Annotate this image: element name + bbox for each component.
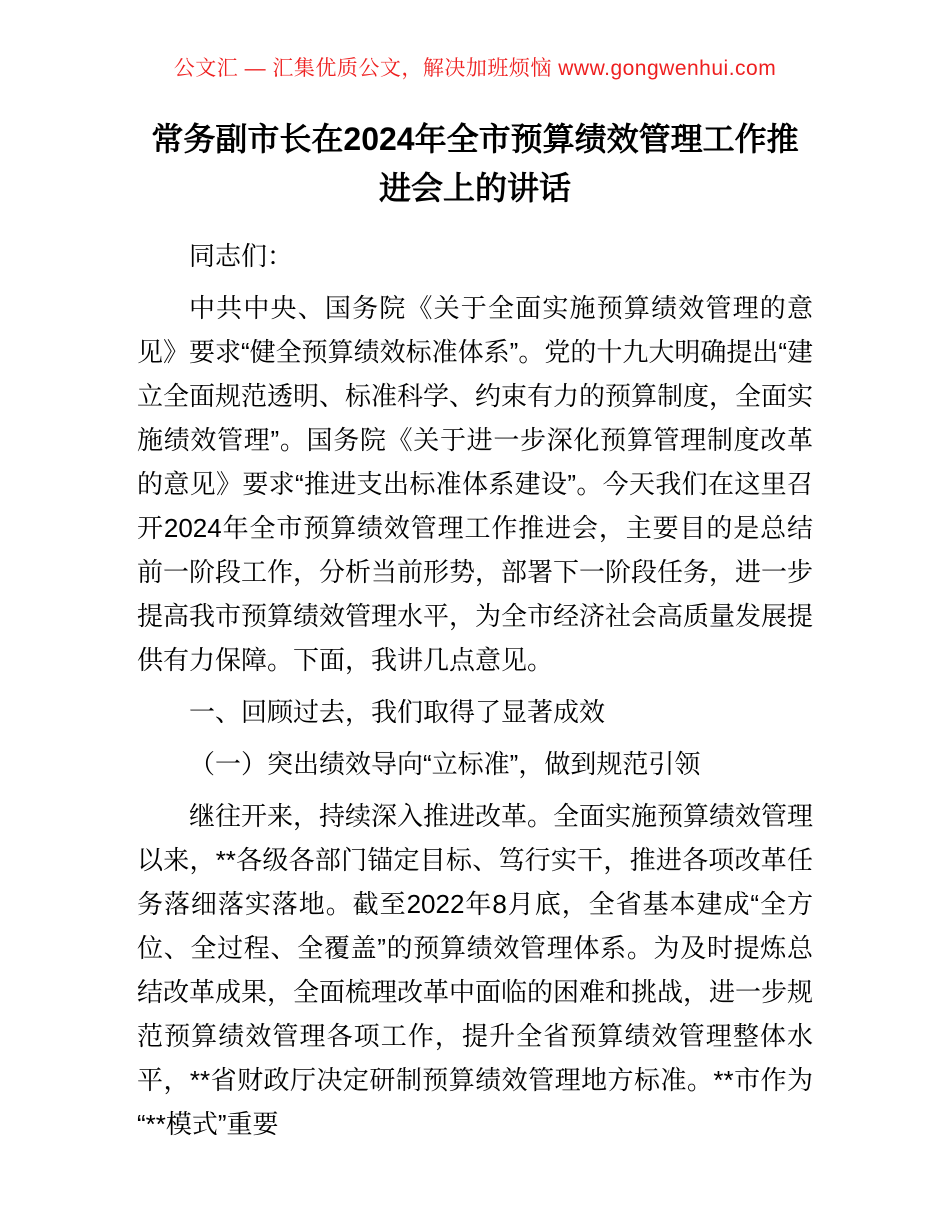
heading-level-2: （一）突出绩效导向“立标准”，做到规范引领 xyxy=(189,749,701,779)
heading-level-1: 一、回顾过去，我们取得了显著成效 xyxy=(189,697,606,727)
paragraph-intro: 中共中央、国务院《关于全面实施预算绩效管理的意见》要求“健全预算绩效标准体系”。党的十九大明确提出“建立全面规范透明、标准科学、约束有力的预算制度，全面实施绩效管理”。国务院《关于进一步深化预算管理制度改革的意见》要求“推进支出标准体系建设”。今天我们在这里召开2024年全市预算绩效管理工作推进会，主要目的是总结前一阶段工作，分析当前形势，部署下一阶段任务，进一步提高我市预算绩效管理水平，为全市经济社会高质量发展提供有力保障。下面，我讲几点意见。 xyxy=(137,293,814,675)
paragraph-salutation: 同志们： xyxy=(189,241,294,271)
paragraph-section1-body: 继往开来，持续深入推进改革。全面实施预算绩效管理以来，**各级各部门锚定目标、笃行实干，推进各项改革任务落细落实落地。截至2022年8月底，全省基本建成“全方位、全过程、全覆盖”的预算绩效管理体系。为及时提炼总结改革成果，全面梳理改革中面临的困难和挑战，进一步规范预算绩效管理各项工作，提升全省预算绩效管理整体水平，**省财政厅决定研制预算绩效管理地方标准。**市作为“**模式”重要 xyxy=(137,801,814,1139)
document-title: 常务副市长在2024年全市预算绩效管理工作推进会上的讲话 xyxy=(151,121,799,206)
document-body xyxy=(137,234,813,1146)
site-watermark-header: 公文汇 — 汇集优质公文，解决加班烦恼 www.gongwenhui.com xyxy=(173,57,777,80)
